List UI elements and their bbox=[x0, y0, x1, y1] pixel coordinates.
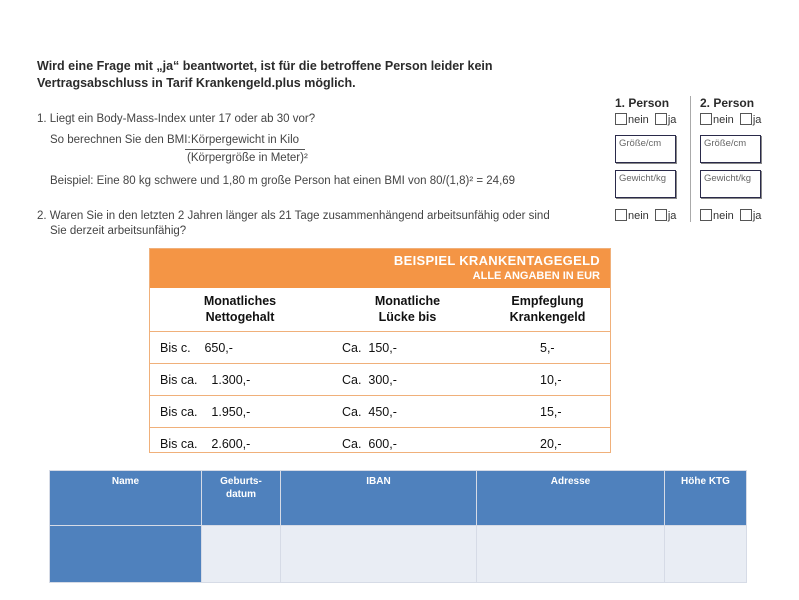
nein-label: nein bbox=[628, 114, 649, 126]
question-2 bbox=[37, 209, 550, 239]
geburtsdatum-cell[interactable] bbox=[202, 526, 281, 583]
bmi-numerator-text: Körpergewicht in Kilo bbox=[185, 133, 305, 150]
header-label: Höhe KTG bbox=[681, 476, 730, 487]
ja-label: ja bbox=[667, 114, 677, 126]
header-label: IBAN bbox=[366, 476, 391, 487]
example-table-subtitle: ALLE ANGABEN IN EUR bbox=[472, 270, 600, 282]
p1-height-field[interactable]: Größe/cm bbox=[615, 135, 676, 163]
bmi-example: Beispiel: Eine 80 kg schwere und 1,80 m große Person hat einen BMI von 80/(1,8)² = 24,69 bbox=[50, 175, 516, 187]
name-cell[interactable] bbox=[50, 526, 202, 583]
column-header-line: Monatliches bbox=[203, 294, 277, 308]
person-1-heading: 1. Person bbox=[615, 96, 670, 110]
table-cell: 5,- bbox=[540, 340, 555, 355]
table-cell: Bis ca. 1.300,- bbox=[160, 372, 251, 387]
hoehe-ktg-cell[interactable] bbox=[665, 526, 747, 583]
p2-q2-ja-checkbox[interactable] bbox=[740, 209, 752, 221]
ja-label: ja bbox=[667, 210, 677, 222]
bmi-denominator: (Körpergröße in Meter)² bbox=[187, 152, 308, 164]
example-table-column-headers bbox=[150, 288, 610, 332]
column-header-line: Lücke bis bbox=[378, 310, 437, 324]
header-label: datum bbox=[226, 489, 256, 500]
ja-label: ja bbox=[752, 114, 762, 126]
table-cell: Ca. 300,- bbox=[342, 372, 397, 387]
table-row bbox=[150, 428, 610, 459]
column-header-line: Empfeglung bbox=[511, 294, 584, 308]
ja-label: ja bbox=[752, 210, 762, 222]
example-table bbox=[149, 248, 611, 453]
header-label: Adresse bbox=[550, 476, 591, 487]
table-row bbox=[150, 396, 610, 428]
p2-q2-options bbox=[700, 209, 761, 222]
p2-q1-nein-checkbox[interactable] bbox=[700, 113, 712, 125]
nein-label: nein bbox=[713, 210, 734, 222]
p1-q2-nein-checkbox[interactable] bbox=[615, 209, 627, 221]
table-cell: Ca. 450,- bbox=[342, 404, 397, 419]
p2-weight-field[interactable]: Gewicht/kg bbox=[700, 170, 761, 198]
p1-q1-options bbox=[615, 113, 676, 126]
table-cell: 15,- bbox=[540, 404, 562, 419]
column-header-line: Krankengeld bbox=[509, 310, 586, 324]
bmi-calc-prefix: So berechnen Sie den BMI: bbox=[50, 134, 191, 146]
p1-weight-field[interactable]: Gewicht/kg bbox=[615, 170, 676, 198]
p1-q1-nein-checkbox[interactable] bbox=[615, 113, 627, 125]
person-divider bbox=[690, 96, 691, 222]
example-table-title: BEISPIEL KRANKENTAGEGELD bbox=[393, 253, 600, 268]
question-1: 1. Liegt ein Body-Mass-Index unter 17 oder ab 30 vor? bbox=[37, 113, 316, 125]
p1-q2-options bbox=[615, 209, 676, 222]
column-header bbox=[330, 288, 485, 331]
header-iban bbox=[281, 471, 477, 526]
table-cell: Ca. 600,- bbox=[342, 436, 397, 451]
adresse-cell[interactable] bbox=[477, 526, 665, 583]
example-table-header bbox=[150, 249, 610, 288]
table-cell: Bis c. 650,- bbox=[160, 340, 233, 355]
column-header-line: Nettogehalt bbox=[205, 310, 275, 324]
header-name bbox=[50, 471, 202, 526]
p2-height-field[interactable]: Größe/cm bbox=[700, 135, 761, 163]
nein-label: nein bbox=[713, 114, 734, 126]
header-label: Name bbox=[111, 476, 140, 487]
table-row bbox=[150, 364, 610, 396]
column-header bbox=[150, 288, 330, 331]
table-cell: Bis ca. 1.950,- bbox=[160, 404, 251, 419]
intro-line-1: Wird eine Frage mit „ja“ beantwortet, ist für die betroffene Person leider kein bbox=[37, 59, 493, 73]
header-label: Geburts- bbox=[220, 476, 262, 487]
header-adresse bbox=[477, 471, 665, 526]
table-cell: 20,- bbox=[540, 436, 562, 451]
person-2-heading: 2. Person bbox=[700, 96, 755, 110]
p2-q1-ja-checkbox[interactable] bbox=[740, 113, 752, 125]
p2-q2-nein-checkbox[interactable] bbox=[700, 209, 712, 221]
header-geburtsdatum bbox=[202, 471, 281, 526]
column-header-line: Monatliche bbox=[374, 294, 441, 308]
p2-q1-options bbox=[700, 113, 761, 126]
intro-text bbox=[37, 58, 497, 92]
bmi-numerator bbox=[185, 133, 305, 150]
column-header bbox=[485, 288, 610, 331]
nein-label: nein bbox=[628, 210, 649, 222]
table-cell: 10,- bbox=[540, 372, 562, 387]
applicant-form-table bbox=[49, 470, 747, 583]
header-hoehe-ktg bbox=[665, 471, 747, 526]
table-cell: Ca. 150,- bbox=[342, 340, 397, 355]
question-2-line-1: 2. Waren Sie in den letzten 2 Jahren länger als 21 Tage zusammenhängend arbeitsunfähig oder sind bbox=[37, 210, 550, 222]
intro-line-2: Vertragsabschluss in Tarif Krankengeld.plus möglich. bbox=[37, 76, 356, 90]
table-row bbox=[150, 332, 610, 364]
iban-cell[interactable] bbox=[281, 526, 477, 583]
question-2-line-2: Sie derzeit arbeitsunfähig? bbox=[50, 225, 187, 237]
form-header-row bbox=[50, 471, 747, 526]
form-input-row bbox=[50, 526, 747, 583]
p1-q2-ja-checkbox[interactable] bbox=[655, 209, 667, 221]
table-cell: Bis ca. 2.600,- bbox=[160, 436, 251, 451]
p1-q1-ja-checkbox[interactable] bbox=[655, 113, 667, 125]
